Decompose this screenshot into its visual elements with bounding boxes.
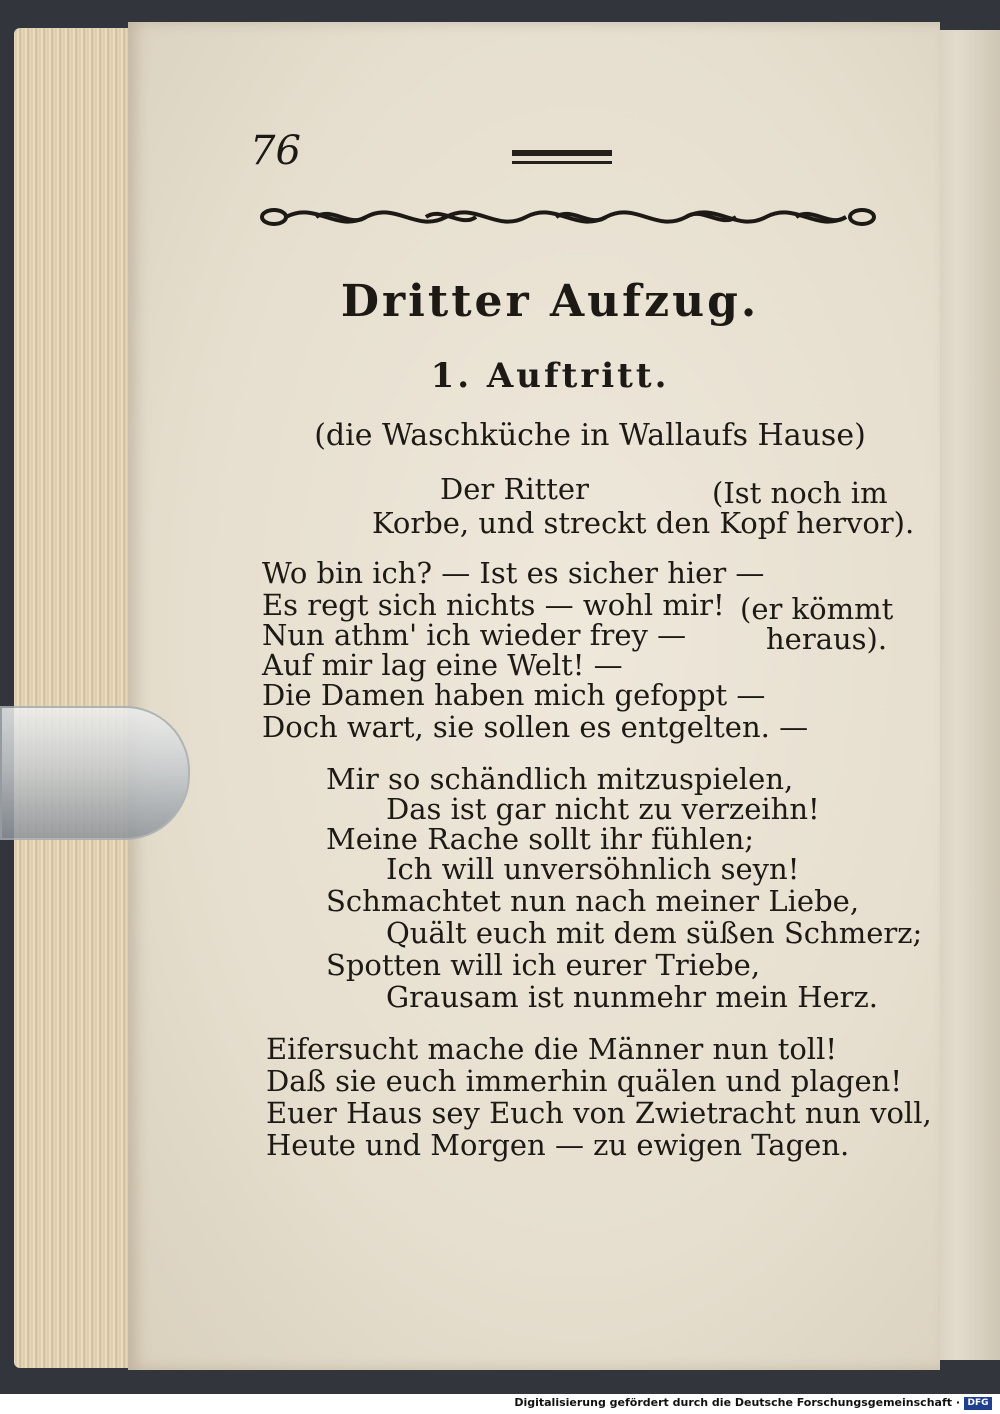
song-line: Quält euch mit dem süßen Schmerz; <box>386 916 923 950</box>
song-line: Meine Rache sollt ihr fühlen; <box>326 822 755 856</box>
stage-direction-1a: (Ist noch im <box>712 476 888 510</box>
speaker-name: Der Ritter <box>440 472 589 506</box>
speech-line: Auf mir lag eine Welt! — <box>262 648 623 682</box>
footer-credit: Digitalisierung gefördert durch die Deutsche Forschungsgemeinschaft · <box>514 1396 960 1409</box>
dfg-logo: DFG <box>964 1397 992 1410</box>
speech-line: Die Damen haben mich gefoppt — <box>262 678 766 712</box>
setting-line: (die Waschküche in Wallaufs Hause) <box>314 418 866 453</box>
page-number: 76 <box>250 128 301 174</box>
act-heading: Dritter Aufzug. <box>340 276 760 327</box>
scene-heading: 1. Auftritt. <box>430 356 670 396</box>
stage-direction-1b: Korbe, und streckt den Kopf hervor). <box>372 506 915 540</box>
verse-line: Eifersucht mache die Männer nun toll! <box>266 1032 838 1066</box>
speech-line: Es regt sich nichts — wohl mir! <box>262 588 725 622</box>
song-line: Mir so schändlich mitzuspielen, <box>326 762 794 796</box>
speech-line: Wo bin ich? — Ist es sicher hier — <box>262 556 765 590</box>
stage-direction-2b: heraus). <box>766 622 888 656</box>
song-line: Ich will unversöhnlich seyn! <box>386 852 800 886</box>
verse-line: Euer Haus sey Euch von Zwietracht nun voll, <box>266 1096 932 1130</box>
song-line: Grausam ist nunmehr mein Herz. <box>386 980 879 1014</box>
stage-direction-2a: (er kömmt <box>740 592 894 626</box>
song-line: Das ist gar nicht zu verzeihn! <box>386 792 820 826</box>
speech-line: Doch wart, sie sollen es entgelten. — <box>262 710 809 744</box>
header-rule <box>512 150 612 164</box>
verse-line: Daß sie euch immerhin quälen und plagen! <box>266 1064 902 1098</box>
page-edges-left <box>14 28 142 1368</box>
speech-line: Nun athm' ich wieder frey — <box>262 618 687 652</box>
verse-line: Heute und Morgen — zu ewigen Tagen. <box>266 1128 850 1162</box>
song-line: Spotten will ich eurer Triebe, <box>326 948 761 982</box>
page-clip <box>0 706 190 840</box>
song-line: Schmachtet nun nach meiner Liebe, <box>326 884 860 918</box>
ornament-border <box>256 196 880 238</box>
